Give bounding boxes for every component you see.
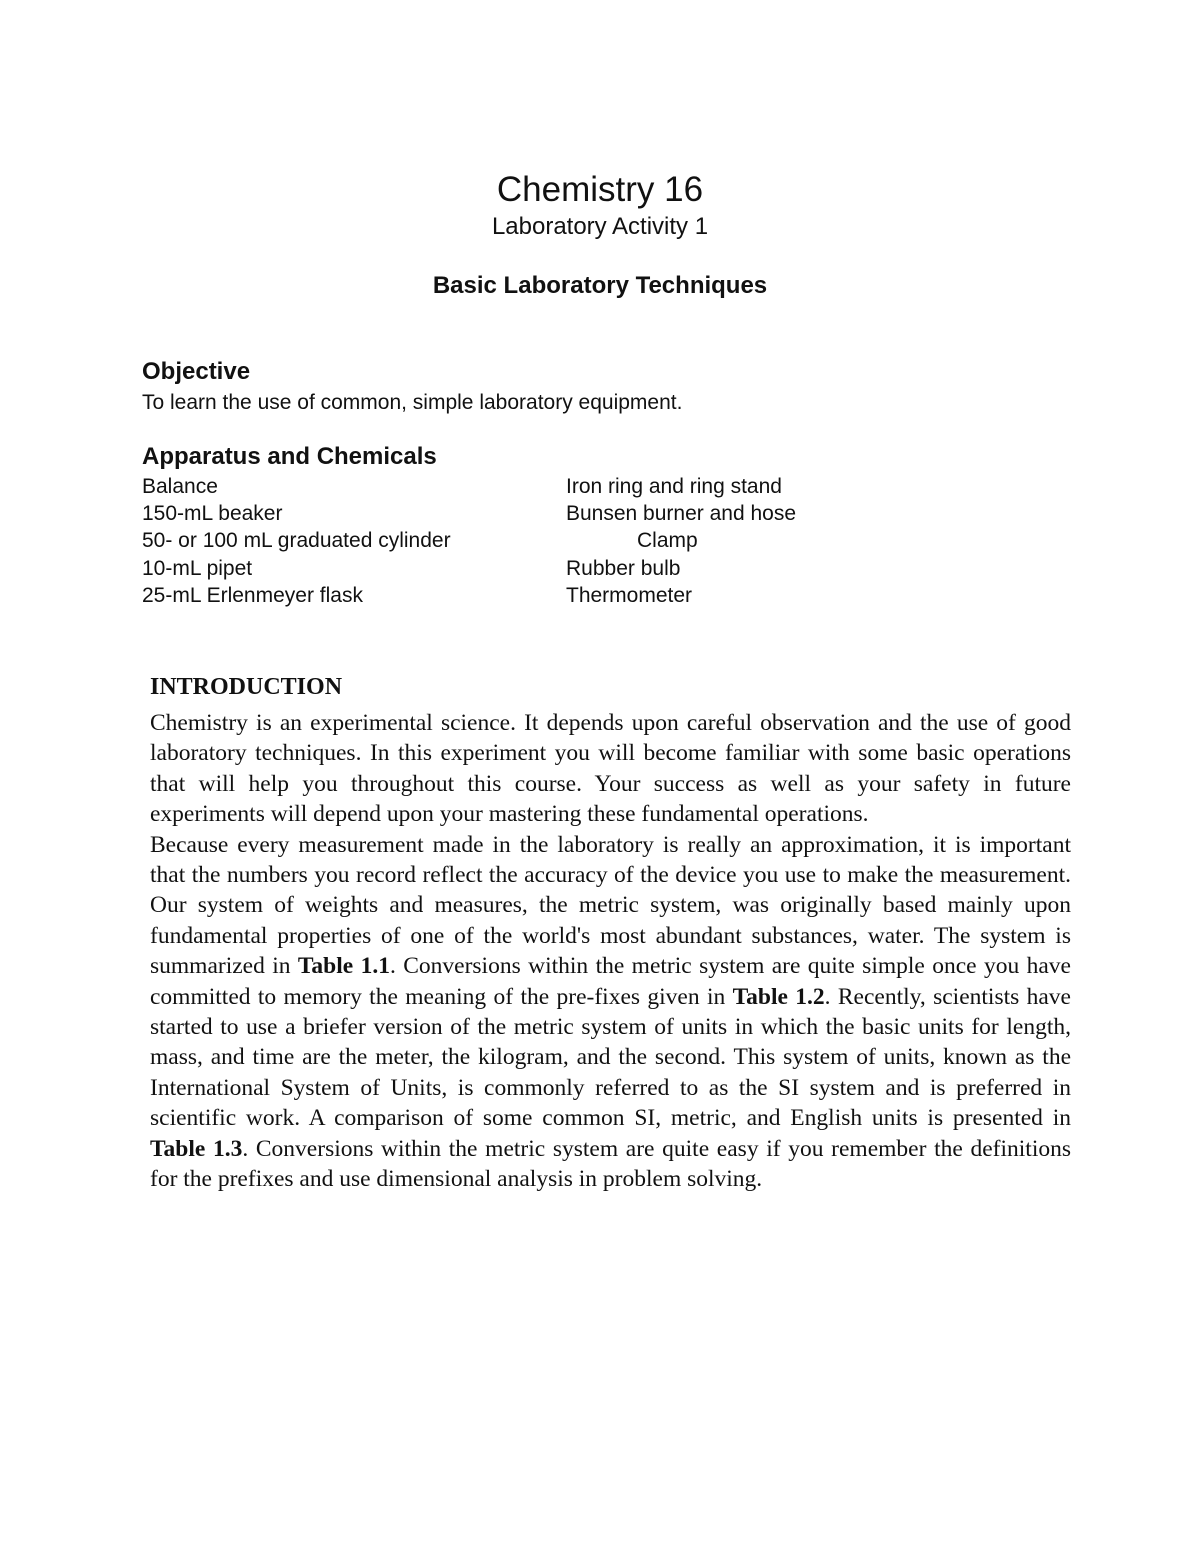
apparatus-item: Clamp bbox=[637, 529, 698, 553]
table-reference: Table 1.1 bbox=[297, 953, 390, 980]
introduction-body bbox=[150, 708, 1071, 1195]
apparatus-item: 150-mL beaker bbox=[142, 502, 283, 526]
objective-heading: Objective bbox=[142, 358, 251, 385]
apparatus-list-right bbox=[566, 473, 796, 609]
objective-text: To learn the use of common, simple laboratory equipment. bbox=[142, 391, 683, 414]
apparatus-item: Thermometer bbox=[566, 583, 693, 607]
introduction-heading: INTRODUCTION bbox=[150, 674, 343, 700]
introduction-paragraph-1: Chemistry is an experimental science. It depends upon careful observation and the use of good laboratory techniques. In this experiment you will become familiar with some basic operations that will help you throughout this course. Your success as well as your safety in future experiments will depend upon your mastering these fundamental operations. bbox=[150, 710, 1071, 828]
paragraph-text: . Recently, scientists have started to use a briefer version of the metric system of units in which the basic units for length, mass, and time are the meter, the kilogram, and the second. This system of units, known as the International System of Units, is commonly referred to as the SI system and is preferred in scientific work. A comparison of some common SI, metric, and English units is presented in bbox=[150, 983, 1071, 1132]
apparatus-item: Iron ring and ring stand bbox=[566, 475, 782, 498]
introduction-paragraph-2 bbox=[150, 830, 1071, 1195]
table-reference: Table 1.3 bbox=[150, 1135, 243, 1162]
activity-subtitle: Laboratory Activity 1 bbox=[491, 213, 709, 240]
paragraph-text: . Conversions within the metric system are quite simple once you have committed to memory the meaning of the pre-fixes given in bbox=[150, 953, 1071, 1010]
apparatus-item: 50- or 100 mL graduated cylinder bbox=[142, 529, 451, 553]
apparatus-heading: Apparatus and Chemicals bbox=[142, 443, 437, 470]
course-title: Chemistry 16 bbox=[496, 170, 704, 209]
table-reference: Table 1.2 bbox=[732, 983, 825, 1010]
document-title: Basic Laboratory Techniques bbox=[432, 272, 768, 299]
apparatus-item: Balance bbox=[142, 475, 218, 498]
apparatus-item: 25-mL Erlenmeyer flask bbox=[142, 583, 363, 607]
apparatus-item: 10-mL pipet bbox=[142, 556, 253, 580]
apparatus-item: Bunsen burner and hose bbox=[566, 502, 797, 526]
apparatus-item: Rubber bulb bbox=[566, 556, 681, 580]
paragraph-text: . Conversions within the metric system are quite easy if you remember the definitions for the prefixes and use dimensional analysis in problem solving. bbox=[150, 1135, 1071, 1193]
paragraph-text: Because every measurement made in the laboratory is really an approximation, it is important that the numbers you record reflect the accuracy of the device you use to make the measurement. Our system of weights and measures, the metric system, was originally based mainly upon fundamental properties of one of the world's most abundant substances, water. The system is summarized in bbox=[150, 831, 1071, 980]
apparatus-list-left bbox=[142, 473, 451, 609]
